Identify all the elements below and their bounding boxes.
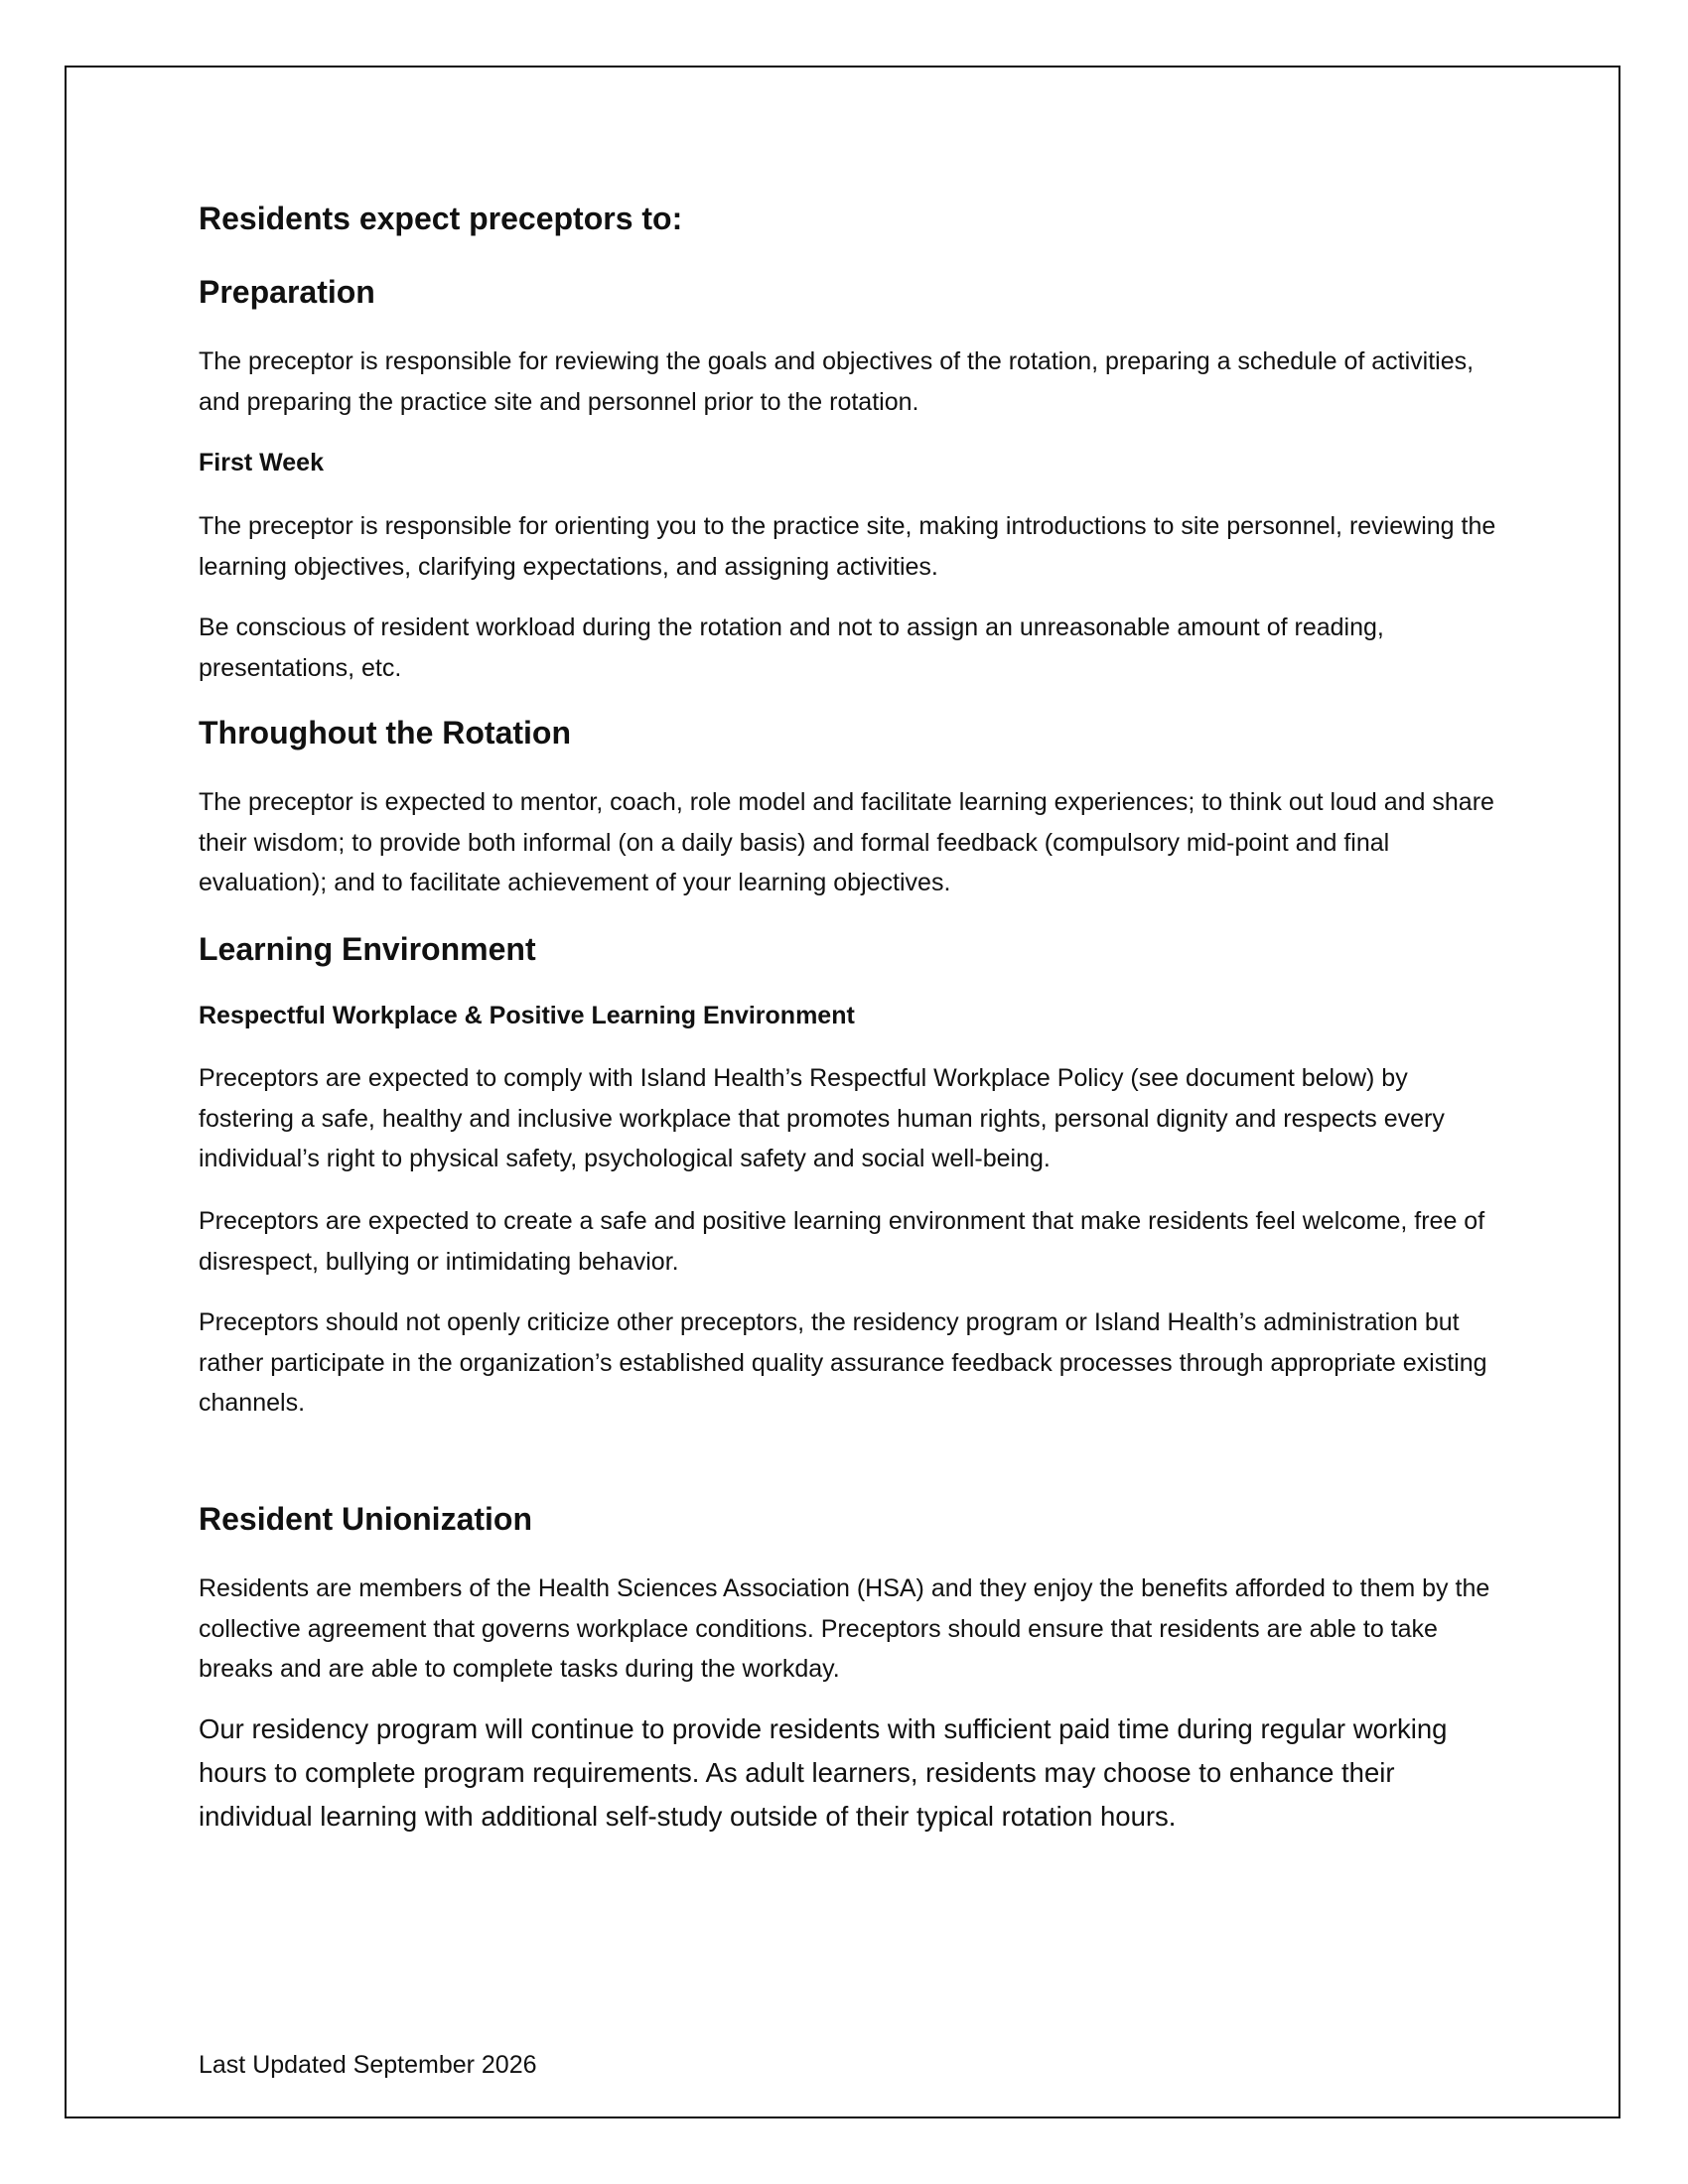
heading-first-week: First Week bbox=[199, 449, 324, 477]
paragraph-first-week-2: Be conscious of resident workload during the rotation and not to assign an unreasonable amount of reading, presentations, etc. bbox=[199, 614, 1384, 682]
paragraph-unionization-1: Residents are members of the Health Sciences Association (HSA) and they enjoy the benefits afforded to them by the collective agreement that governs workplace conditions. Preceptors should ensure that residents are able to take breaks and are able to complete tasks during the workday. bbox=[199, 1574, 1490, 1683]
paragraph-preparation: The preceptor is responsible for reviewing the goals and objectives of the rotation, preparing a schedule of activities, and preparing the practice site and personnel prior to the rotation. bbox=[199, 347, 1475, 416]
heading-learning-environment: Learning Environment bbox=[199, 931, 536, 967]
page-title: Residents expect preceptors to: bbox=[199, 201, 683, 236]
paragraph-learning-env-1: Preceptors are expected to comply with Island Health’s Respectful Workplace Policy (see document below) by fostering a safe, healthy and inclusive workplace that promotes human rights, personal dignity and respects every individual’s right to physical safety, psychological safety and social well-being. bbox=[199, 1064, 1445, 1172]
heading-throughout-rotation: Throughout the Rotation bbox=[199, 715, 572, 751]
heading-preparation: Preparation bbox=[199, 274, 375, 310]
paragraph-learning-env-2: Preceptors are expected to create a safe and positive learning environment that make residents feel welcome, free of disrespect, bullying or intimidating behavior. bbox=[199, 1207, 1485, 1276]
paragraph-unionization-2: Our residency program will continue to provide residents with sufficient paid time during regular working hours to complete program requirements. As adult learners, residents may choose to enhance their individual learning with additional self-study outside of their typical rotation hours. bbox=[199, 1713, 1448, 1832]
paragraph-first-week-1: The preceptor is responsible for orienting you to the practice site, making introductions to site personnel, reviewing the learning objectives, clarifying expectations, and assigning activities. bbox=[199, 512, 1496, 581]
heading-resident-unionization: Resident Unionization bbox=[199, 1501, 532, 1537]
last-updated-footer: Last Updated September 2026 bbox=[199, 2051, 537, 2079]
paragraph-learning-env-3: Preceptors should not openly criticize other preceptors, the residency program or Island Health’s administration but rather participate in the organization’s established quality assurance feedback processes through appropriate existing channels. bbox=[199, 1308, 1487, 1417]
subheading-respectful-workplace: Respectful Workplace & Positive Learning Environment bbox=[199, 1002, 855, 1029]
paragraph-throughout-rotation: The preceptor is expected to mentor, coach, role model and facilitate learning experiences; to think out loud and share their wisdom; to provide both informal (on a daily basis) and formal feedback (compulsory mid-point and final evaluation); and to facilitate achievement of your learning objectives. bbox=[199, 788, 1494, 896]
